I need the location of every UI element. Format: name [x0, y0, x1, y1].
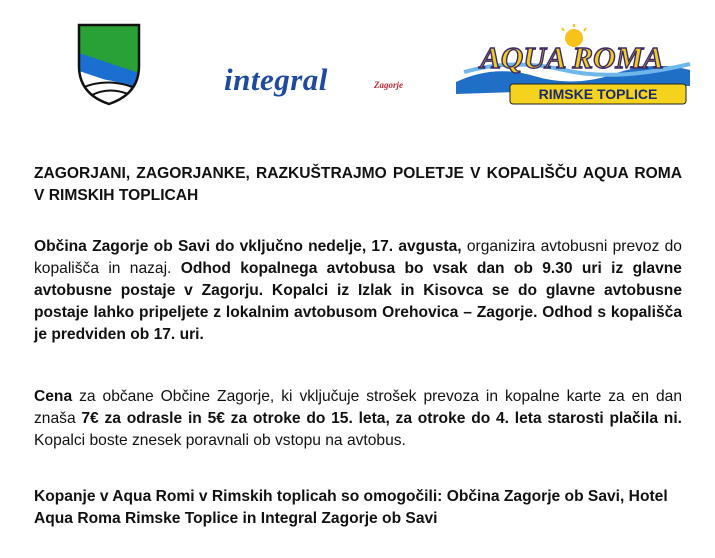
integral-zagorje-logo: [224, 64, 414, 100]
p2-bold-1: Cena: [34, 388, 73, 405]
paragraph-price: [34, 386, 682, 452]
p1-bold-2: Odhod kopalnega avtobusa bo vsak dan ob 9.30 uri iz glavne avtobusne postaje v Zagorju. Kopalci iz Izlak in Kisovca se do glavne avtobusne postaje lahko pripeljete z lokalnim avtobusom Orehovica – Zagorje. Odhod s kopališča je predviden ob 17. uri.: [34, 260, 682, 343]
p1-text-1: organizira avtobusni prevoz do kopališča in nazaj.: [34, 238, 682, 277]
p2-bold-2: 7€ za odrasle in 5€ za otroke do 15. leta, za otroke do 4. leta starosti plačila ni.: [81, 410, 682, 427]
aqua-roma-subtitle: RIMSKE TOPLICE: [538, 86, 658, 102]
p2-text-1: za občane Občine Zagorje, ki vključuje strošek prevoza in kopalne karte za en dan znaša: [34, 388, 682, 427]
p1-bold-1: Občina Zagorje ob Savi do vključno nedelje, 17. avgusta,: [34, 238, 462, 255]
paragraph-sponsors: Kopanje v Aqua Romi v Rimskih toplicah so omogočili: Občina Zagorje ob Savi, Hotel Aqua Roma Rimske Toplice in Integral Zagorje ob Savi: [34, 488, 668, 527]
document-heading: ZAGORJANI, ZAGORJANKE, RAZKUŠTRAJMO POLETJE V KOPALIŠČU AQUA ROMA V RIMSKIH TOPLICAH: [34, 165, 682, 204]
zagorje-coat-of-arms-logo: [76, 22, 142, 106]
aqua-roma-title: AQUA ROMA: [480, 40, 664, 75]
paragraph-bus-transport: [34, 236, 682, 346]
p2-text-2: Kopalci boste znesek poravnali ob vstopu na avtobus.: [34, 432, 406, 449]
aqua-roma-logo: [454, 24, 692, 108]
integral-logo-subtitle: Zagorje: [374, 80, 403, 90]
integral-logo-text: integral: [224, 62, 328, 97]
